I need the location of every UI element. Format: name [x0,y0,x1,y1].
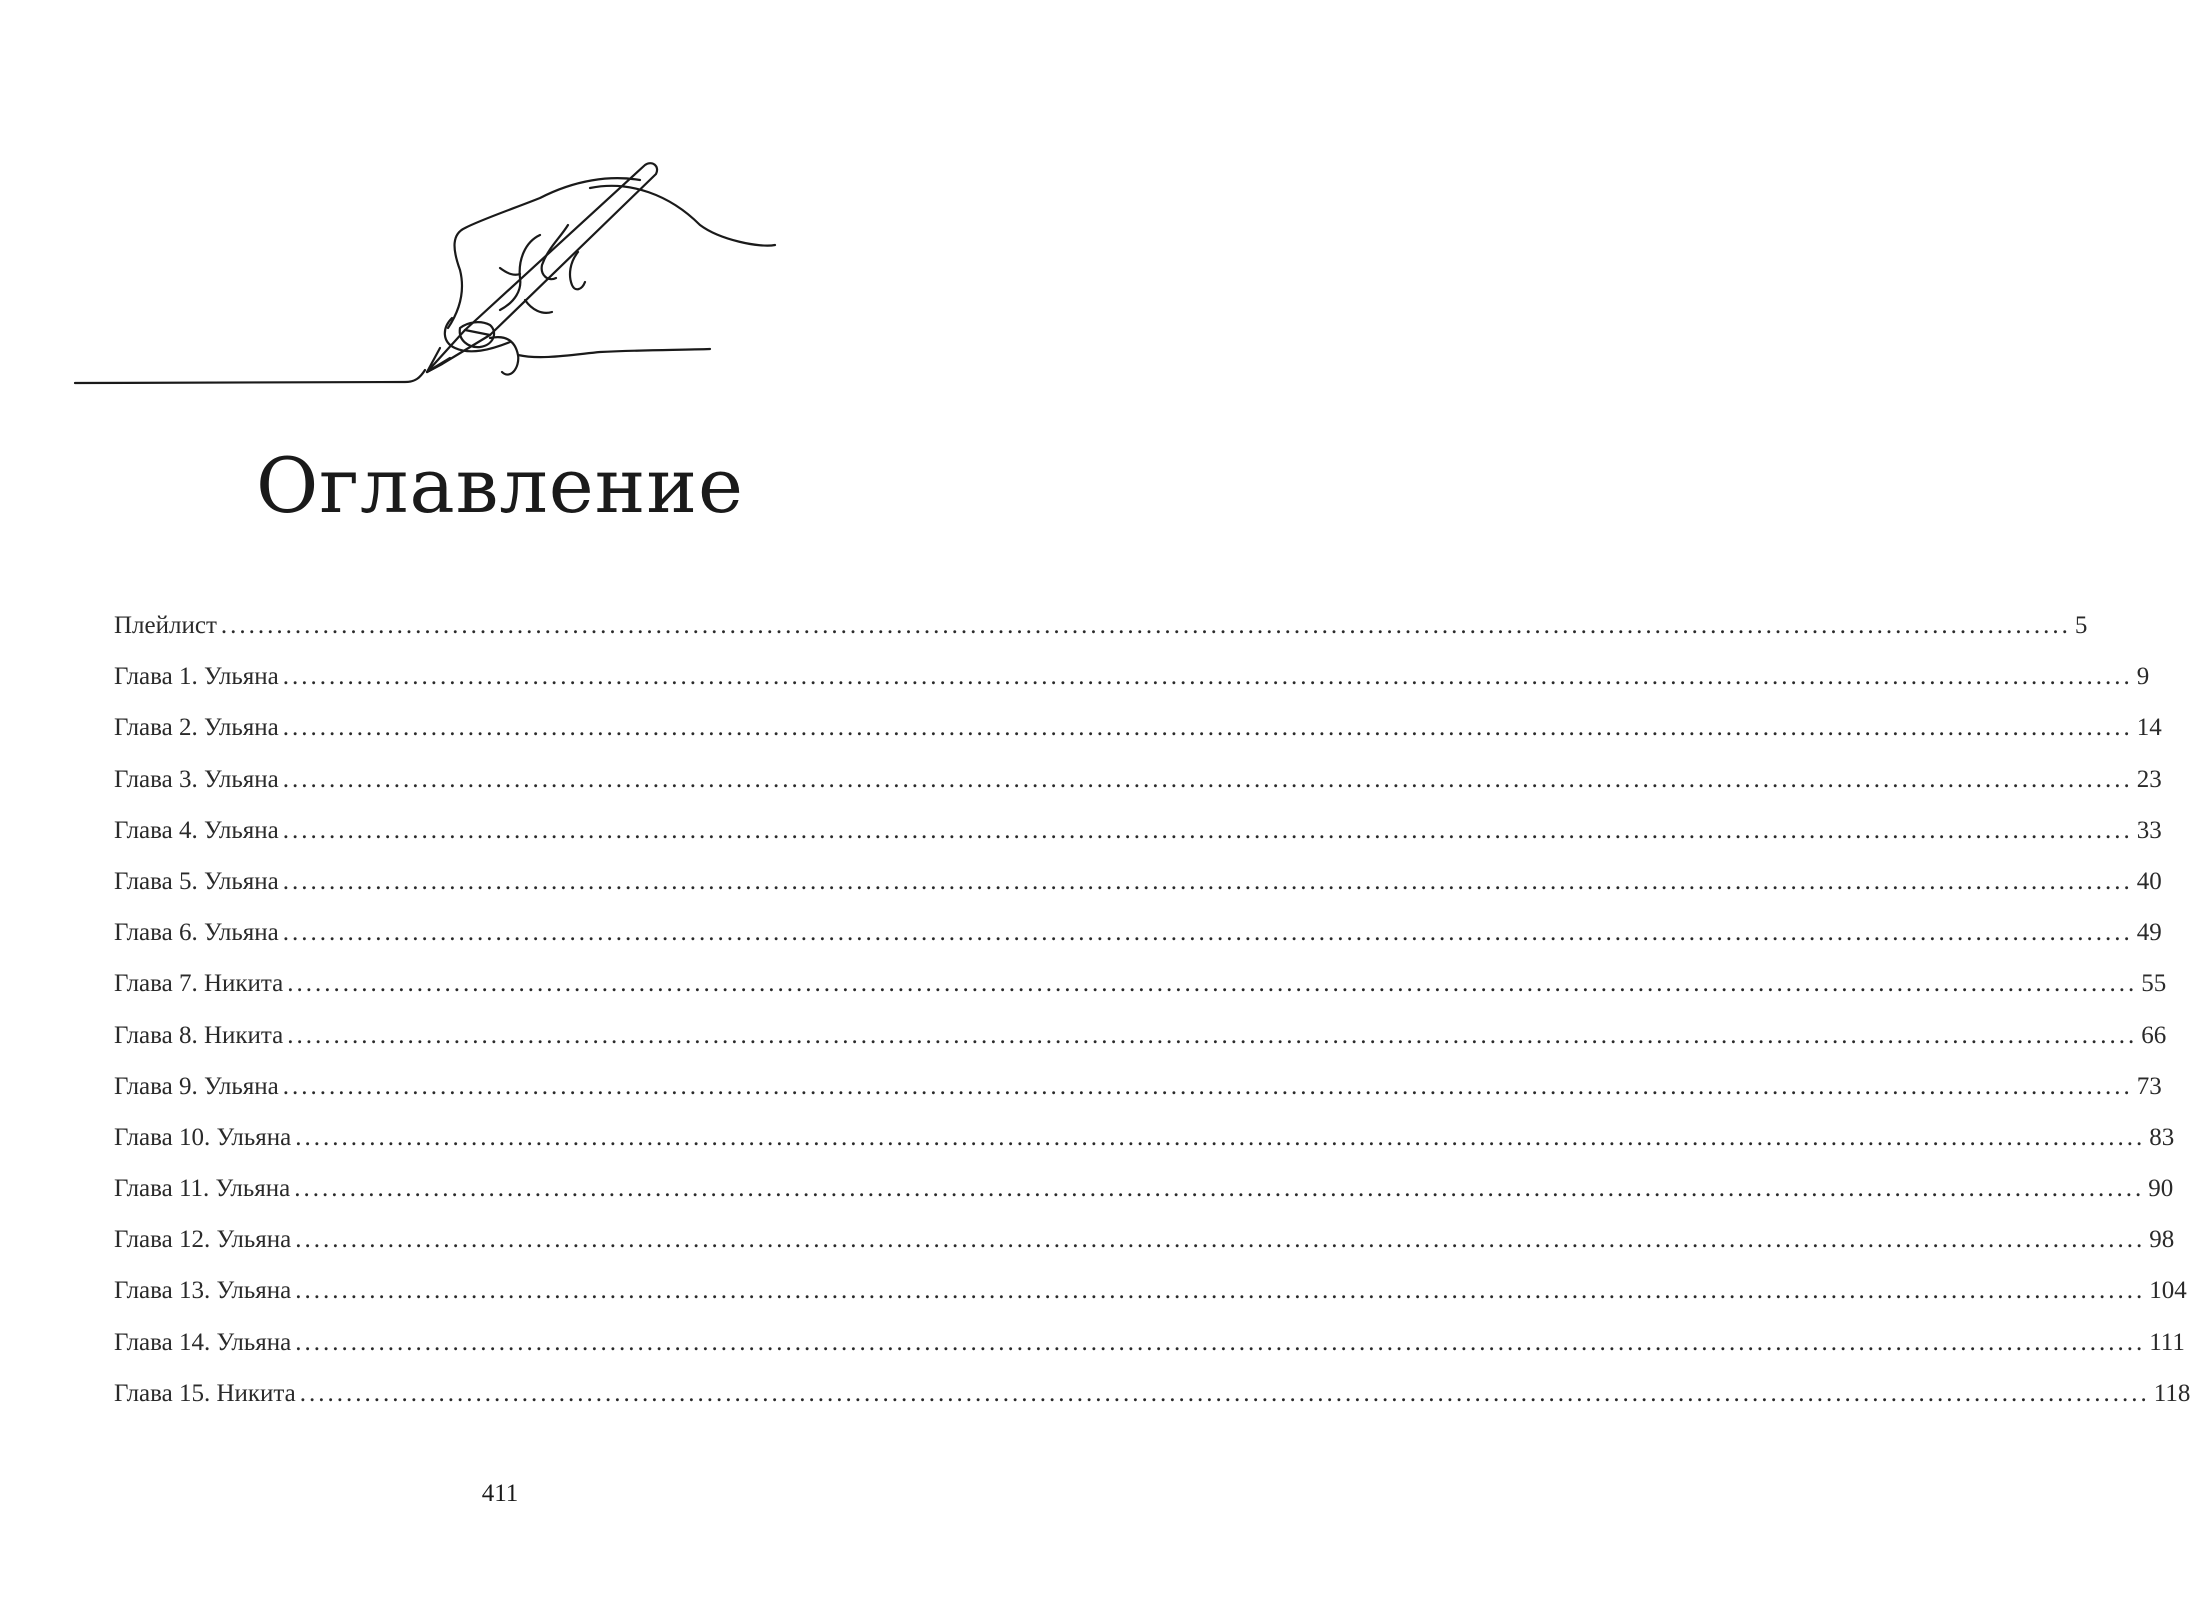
toc-entry-page: 90 [2148,1175,2174,1203]
toc-entry-label: Глава 14. Ульяна [114,1328,292,1356]
toc-leader-dots: ........................................................................................................................................................................................................ [295,1123,2146,1151]
toc-entry-label: Глава 4. Ульяна [114,816,279,844]
toc-entry [114,612,2088,663]
toc-entry-label: Глава 7. Никита [114,970,284,998]
toc-leader-dots: ........................................................................................................................................................................................................ [282,919,2133,947]
toc-entry-page: 23 [2136,765,2162,793]
toc-entry-label: Глава 12. Ульяна [114,1226,292,1254]
toc-entry [114,816,2162,868]
toc-entry [114,1072,2162,1124]
toc-entry-page: 49 [2136,919,2162,947]
toc-entry-page: 118 [2153,1379,2190,1407]
toc-entry [114,1021,2167,1073]
toc-entry-label: Глава 2. Ульяна [114,714,279,742]
toc-entry-label: Глава 6. Ульяна [114,919,279,947]
toc-leader-dots: ........................................................................................................................................................................................................ [282,816,2133,844]
page-title: Оглавление [255,441,745,530]
toc-entry-page: 104 [2149,1277,2187,1305]
toc-entry [114,919,2162,970]
toc-leader-dots: ........................................................................................................................................................................................................ [299,1379,2150,1407]
toc-entry [114,970,2167,1021]
toc-entry [114,1328,2185,1380]
toc-entry-page: 33 [2136,816,2162,844]
toc-entry-label: Глава 13. Ульяна [114,1277,292,1305]
toc-entry [114,1379,2190,1431]
toc-leader-dots: ........................................................................................................................................................................................................ [282,867,2133,895]
toc-entry-label: Плейлист [114,612,217,639]
toc-leader-dots: ........................................................................................................................................................................................................ [295,1226,2146,1254]
toc-entry-label: Глава 1. Ульяна [114,663,279,691]
toc-entry-page: 98 [2149,1226,2175,1254]
toc-entry-page: 9 [2136,663,2150,691]
toc-entry-label: Глава 11. Ульяна [114,1175,291,1203]
toc-leader-dots: ........................................................................................................................................................................................................ [287,1021,2138,1049]
toc-leader-dots: ........................................................................................................................................................................................................ [282,663,2133,691]
toc-entry-label: Глава 15. Никита [114,1379,296,1407]
hand-writing-illustration [70,150,810,410]
toc-entry [114,1175,2174,1226]
toc-entry [114,867,2162,919]
table-of-contents [114,612,2190,1431]
toc-entry-page: 73 [2136,1072,2162,1100]
toc-leader-dots: ........................................................................................................................................................................................................ [282,1072,2133,1100]
toc-entry-page: 5 [2074,612,2088,639]
toc-entry-label: Глава 3. Ульяна [114,765,279,793]
toc-leader-dots: ........................................................................................................................................................................................................ [220,612,2071,639]
toc-leader-dots: ........................................................................................................................................................................................................ [295,1328,2146,1356]
toc-leader-dots: ........................................................................................................................................................................................................ [287,970,2138,998]
hand-writing-with-pen-icon [70,150,810,410]
toc-entry-page: 111 [2149,1328,2185,1356]
toc-entry-label: Глава 8. Никита [114,1021,284,1049]
toc-entry [114,714,2162,765]
toc-entry-page: 40 [2136,867,2162,895]
toc-leader-dots: ........................................................................................................................................................................................................ [282,765,2133,793]
toc-entry [114,1226,2175,1277]
toc-entry-label: Глава 9. Ульяна [114,1072,279,1100]
toc-leader-dots: ........................................................................................................................................................................................................ [282,714,2133,742]
toc-entry [114,765,2162,817]
toc-leader-dots: ........................................................................................................................................................................................................ [294,1175,2145,1203]
page-number: 411 [481,1480,519,1507]
toc-entry-page: 83 [2149,1123,2175,1151]
toc-leader-dots: ........................................................................................................................................................................................................ [295,1277,2146,1305]
toc-entry [114,1277,2187,1328]
toc-entry [114,1123,2175,1175]
toc-entry-label: Глава 5. Ульяна [114,867,279,895]
toc-entry-page: 66 [2141,1021,2167,1049]
toc-entry [114,663,2150,714]
toc-entry-label: Глава 10. Ульяна [114,1123,292,1151]
toc-entry-page: 55 [2141,970,2167,998]
toc-entry-page: 14 [2136,714,2162,742]
